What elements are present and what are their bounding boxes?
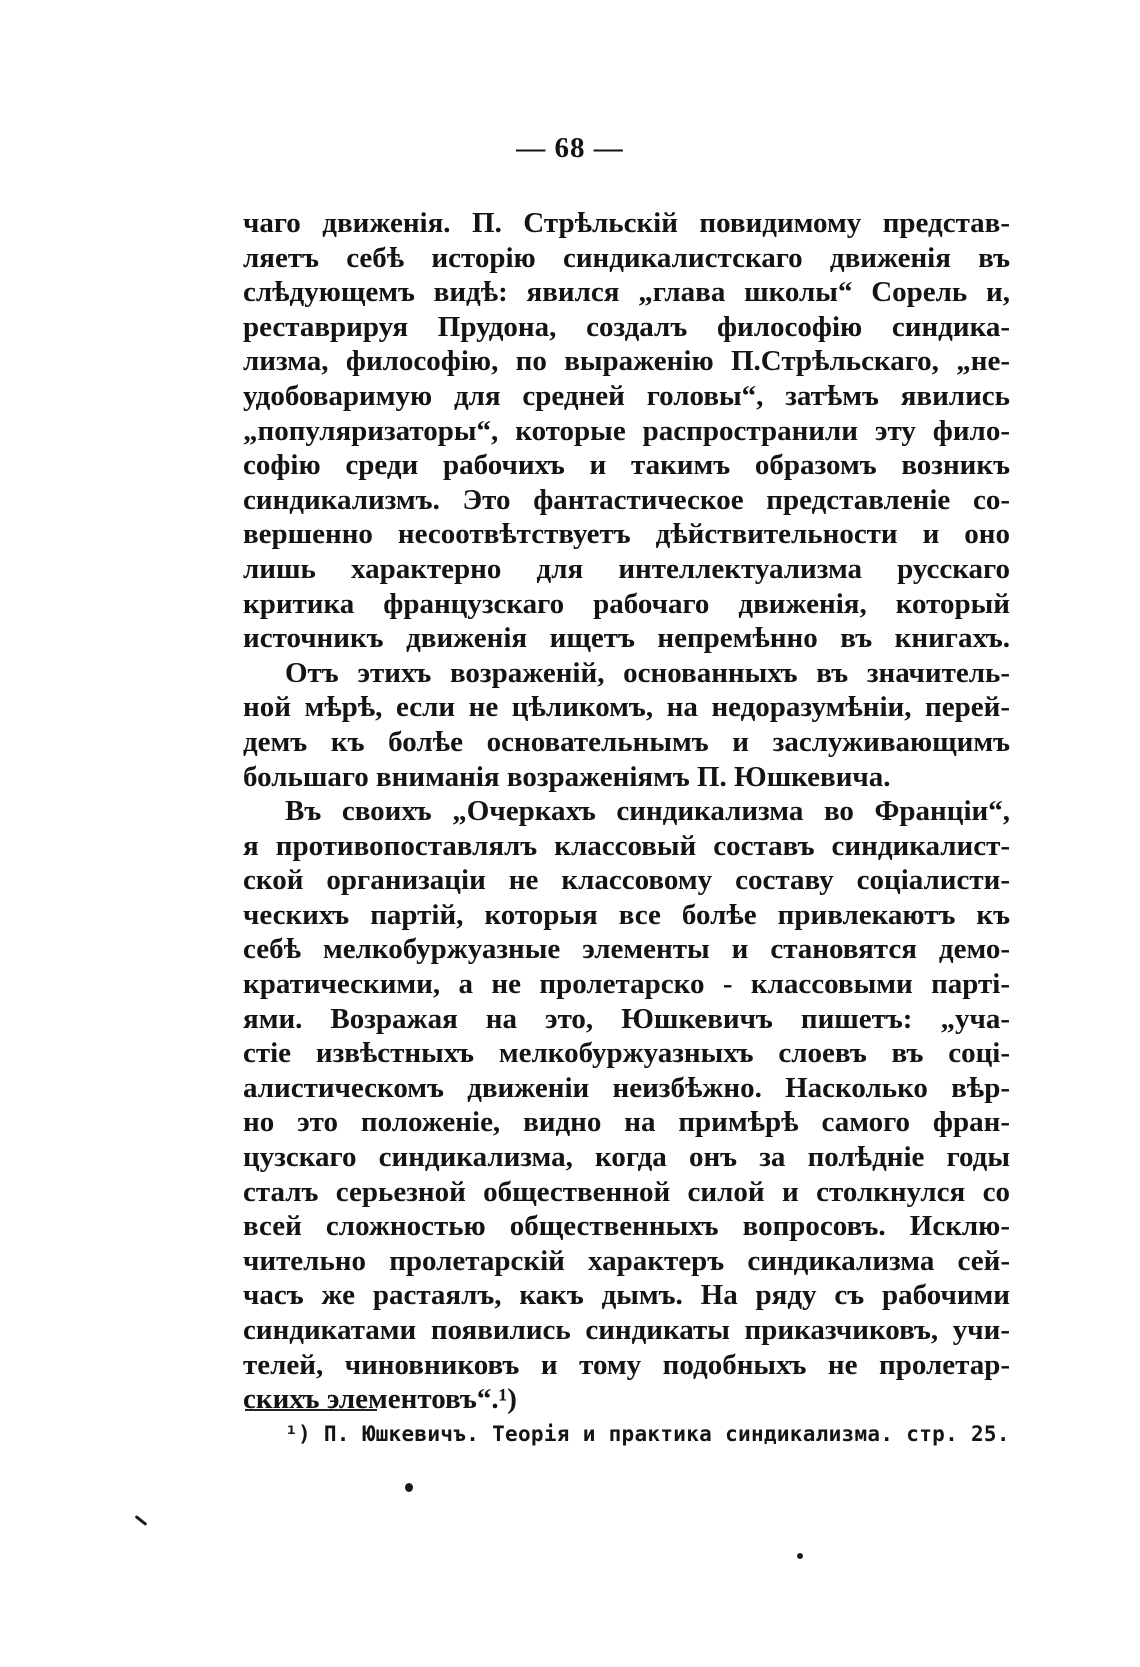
text-line: стіе извѣстныхъ мелкобуржуазныхъ слоевъ въ соці- xyxy=(243,1037,1010,1070)
text-line: удобоваримую для средней головы“, затѣмъ явились xyxy=(243,379,1010,412)
page-number: — 68 — xyxy=(516,132,624,164)
text-line: ской организаціи не классовому составу соціалисти- xyxy=(243,864,1010,897)
text-line: телей, чиновниковъ и тому подобныхъ не пролетар- xyxy=(243,1348,1010,1381)
text-line: синдикализмъ. Это фантастическое представленіе со- xyxy=(243,483,1010,516)
text-line: лишь характерно для интеллектуализма русскаго xyxy=(243,552,1010,585)
text-line: большаго вниманія возраженіямъ П. Юшкевича. xyxy=(243,760,891,793)
text-line: синдикатами появились синдикаты приказчиковъ, учи- xyxy=(243,1314,1010,1346)
text-line: Отъ этихъ возраженій, основанныхъ въ значитель- xyxy=(285,656,1010,689)
text-line: кратическими, а не пролетарско - классовыми парті- xyxy=(243,968,1010,1001)
footnote: ¹) П. Юшкевичъ. Теорія и практика синдикализма. стр. 25. xyxy=(285,1422,1010,1446)
text-line: вершенно несоотвѣтствуетъ дѣйствительности и оно xyxy=(243,518,1010,551)
text-line: сталъ серьезной общественной силой и столкнулся со xyxy=(243,1175,1010,1208)
text-line: чительно пролетарскій характеръ синдикализма сей- xyxy=(243,1244,1010,1277)
text-line: слѣдующемъ видѣ: явился „глава школы“ Сорель и, xyxy=(243,276,1010,309)
text-line: ной мѣрѣ, если не цѣликомъ, на недоразумѣніи, перей- xyxy=(243,691,1010,724)
text-line: себѣ мелкобуржуазные элементы и становятся демо- xyxy=(243,933,1010,966)
text-line: скихъ элементовъ“.¹) xyxy=(243,1383,517,1416)
ink-speck xyxy=(135,1515,148,1526)
text-line: ляетъ себѣ исторію синдикалистскаго движенія въ xyxy=(243,241,1010,274)
text-line: часъ же растаялъ, какъ дымъ. На ряду съ рабочими xyxy=(243,1279,1010,1312)
text-line: ческихъ партій, которыя все болѣе привлекаютъ къ xyxy=(243,898,1010,931)
footnote-divider xyxy=(245,1409,377,1411)
text-line: критика французскаго рабочаго движенія, который xyxy=(243,587,1010,620)
text-line: цузскаго синдикализма, когда онъ за полѣдніе годы xyxy=(243,1141,1010,1174)
text-line: ями. Возражая на это, Юшкевичъ пишетъ: „уча- xyxy=(243,1002,1010,1035)
text-line: „популяризаторы“, которые распространили эту фило- xyxy=(243,414,1010,447)
text-line: лизма, философію, по выраженію П.Стрѣльскаго, „не- xyxy=(243,345,1010,378)
body-text xyxy=(243,206,1010,1417)
text-line: софію среди рабочихъ и такимъ образомъ возникъ xyxy=(243,449,1010,482)
text-line: алистическомъ движеніи неизбѣжно. Насколько вѣр- xyxy=(243,1071,1010,1104)
ink-speck xyxy=(797,1553,803,1559)
text-line: Въ своихъ „Очеркахъ синдикализма во Франціи“, xyxy=(285,795,1010,828)
text-line: реставрируя Прудона, создалъ философію синдика- xyxy=(243,310,1010,343)
text-line: чаго движенія. П. Стрѣльскій повидимому представ- xyxy=(243,207,1010,239)
text-line: но это положеніе, видно на примѣрѣ самого фран- xyxy=(243,1106,1010,1139)
text-line: я противопоставлялъ классовый составъ синдикалист- xyxy=(243,829,1010,862)
text-line: источникъ движенія ищетъ непремѣнно въ книгахъ. xyxy=(243,622,1010,655)
ink-speck xyxy=(405,1483,413,1492)
text-line: всей сложностью общественныхъ вопросовъ. Исклю- xyxy=(243,1210,1010,1243)
text-line: демъ къ болѣе основательнымъ и заслуживающимъ xyxy=(243,725,1010,758)
